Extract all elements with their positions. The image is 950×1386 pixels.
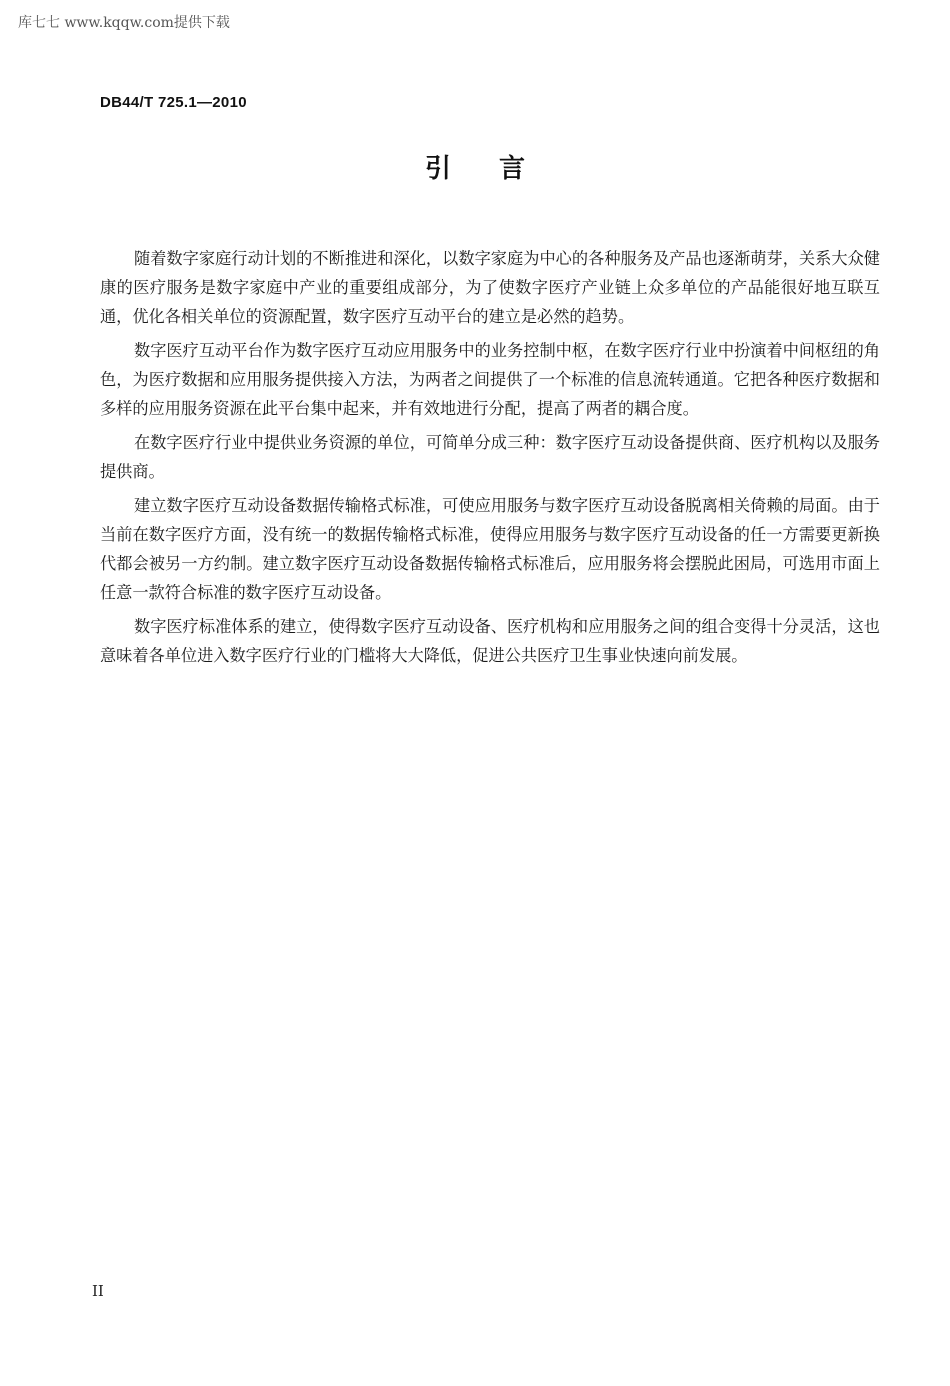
paragraph: 数字医疗标准体系的建立，使得数字医疗互动设备、医疗机构和应用服务之间的组合变得十分灵活，这也意味着各单位进入数字医疗行业的门槛将大大降低，促进公共医疗卫生事业快速向前发展。 (100, 617, 880, 665)
paragraph: 随着数字家庭行动计划的不断推进和深化，以数字家庭为中心的各种服务及产品也逐渐萌芽，关系大众健康的医疗服务是数字家庭中产业的重要组成部分，为了使数字医疗产业链上众多单位的产品能很好地互联互通，优化各相关单位的资源配置，数字医疗互动平台的建立是必然的趋势。 (100, 249, 880, 326)
page-title: 引言 (424, 154, 573, 184)
paragraph: 数字医疗互动平台作为数字医疗互动应用服务中的业务控制中枢，在数字医疗行业中扮演着中间枢纽的角色，为医疗数据和应用服务提供接入方法，为两者之间提供了一个标准的信息流转通道。它把各种医疗数据和多样的应用服务资源在此平台集中起来，并有效地进行分配，提高了两者的耦合度。 (100, 341, 880, 418)
paragraph: 建立数字医疗互动设备数据传输格式标准，可使应用服务与数字医疗互动设备脱离相关倚赖的局面。由于当前在数字医疗方面，没有统一的数据传输格式标准，使得应用服务与数字医疗互动设备的任一方需要更新换代都会被另一方约制。建立数字医疗互动设备数据传输格式标准后，应用服务将会摆脱此困局，可选用市面上任意一款符合标准的数字医疗互动设备。 (100, 496, 880, 602)
watermark-text: 库七七 www.kqqw.com提供下载 (18, 15, 230, 31)
standard-code: DB44/T 725.1—2010 (100, 94, 247, 111)
body-text (100, 244, 880, 675)
paragraph: 在数字医疗行业中提供业务资源的单位，可简单分成三种：数字医疗互动设备提供商、医疗机构以及服务提供商。 (100, 433, 880, 481)
page-number: II (92, 1282, 104, 1300)
